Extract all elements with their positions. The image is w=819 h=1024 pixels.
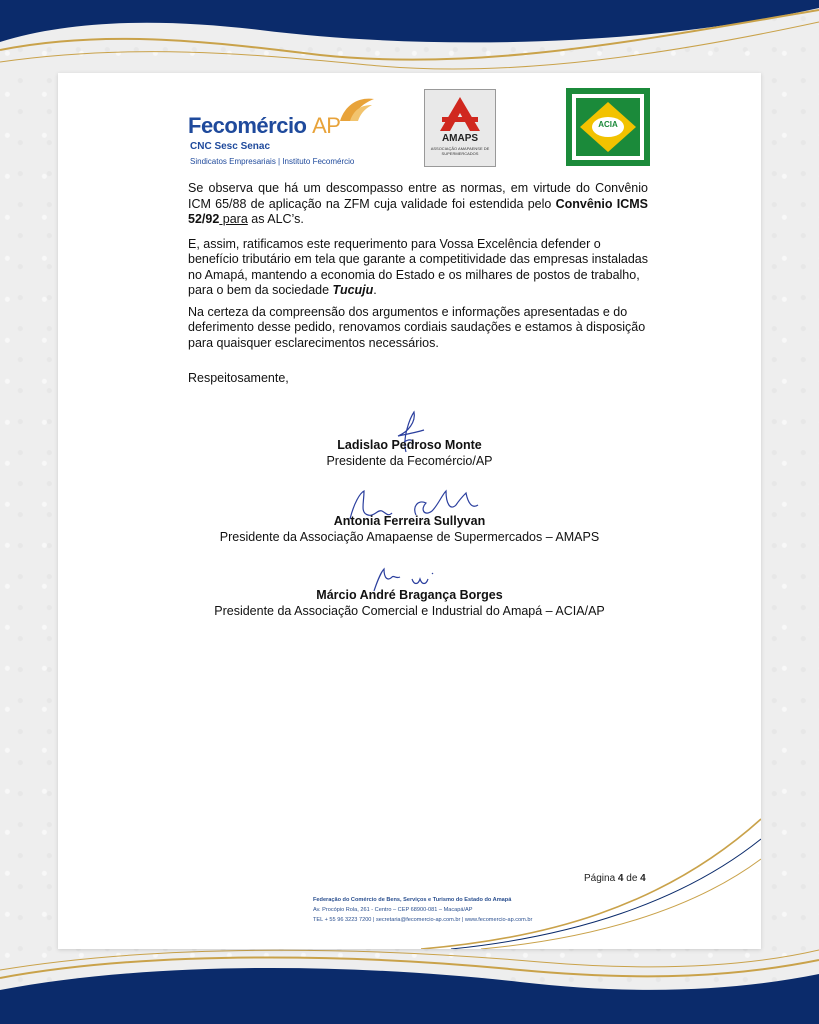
fecomercio-logo-name: Fecomércio AP <box>188 113 341 138</box>
letter-page <box>58 73 761 949</box>
bird-icon <box>336 95 376 125</box>
signatory-name: Márcio André Bragança Borges <box>316 588 503 602</box>
paragraph-certeza: Na certeza da compreensão dos argumentos e informações apresentadas e do deferimento desse pedido, renovamos cordiais saudações e estamos à disposição para quaisquer esclarecimentos necessários. <box>188 304 646 350</box>
amaps-a-icon <box>438 95 482 133</box>
amaps-logo-subtitle: ASSOCIAÇÃO AMAPAENSE DE SUPERMERCADOS <box>430 146 490 156</box>
letterhead-footer <box>313 895 532 925</box>
acia-logo <box>566 88 650 166</box>
signatory-block-1 <box>58 437 761 469</box>
page-number: Página 4 de 4 <box>584 873 646 884</box>
paragraph-ratificacao: E, assim, ratificamos este requerimento para Vossa Excelência defender o benefício tributário em tela que garante a competitividade das empresas instaladas no Amapá, mantendo a economia do Estado e os milhares de postos de trabalho, para o bem da sociedade Tucuju. <box>188 236 648 297</box>
fecomercio-logo <box>188 95 383 170</box>
footer-contact: TEL + 55 96 3223 7200 | secretaria@fecomercio-ap.com.br | www.fecomercio-ap.com.br <box>313 917 533 923</box>
signatory-name: Ladislao Pedroso Monte <box>337 438 482 452</box>
footer-address: Av. Procópio Rola, 261 - Centro – CEP 68900-081 – Macapá/AP <box>313 907 473 913</box>
signatory-name: Antonia Ferreira Sullyvan <box>333 514 486 528</box>
closing-salutation: Respeitosamente, <box>188 371 289 385</box>
signatory-title: Presidente da Associação Comercial e Industrial do Amapá – ACIA/AP <box>214 604 605 618</box>
fecomercio-entities: CNC Sesc Senac <box>190 141 271 152</box>
fecomercio-tagline: Sindicatos Empresariais | Instituto Fecomércio <box>190 157 355 166</box>
amaps-logo <box>424 89 496 167</box>
signatory-title: Presidente da Fecomércio/AP <box>326 454 493 468</box>
footer-org-name: Federação do Comércio de Bens, Serviços e Turismo do Estado do Amapá <box>313 897 512 903</box>
signatory-block-2 <box>58 513 761 545</box>
letter-body <box>188 181 648 387</box>
paragraph-convenio: Se observa que há um descompasso entre as normas, em virtude do Convênio ICM 65/88 de aplicação na ZFM cuja validade foi estendida pelo Convênio ICMS 52/92 para as ALC’s. <box>188 181 648 226</box>
signatory-block-3 <box>58 587 761 619</box>
signatory-title: Presidente da Associação Amapaense de Supermercados – AMAPS <box>219 530 600 544</box>
amaps-logo-name: AMAPS <box>441 133 479 144</box>
acia-logo-name: ACIA <box>598 120 618 129</box>
